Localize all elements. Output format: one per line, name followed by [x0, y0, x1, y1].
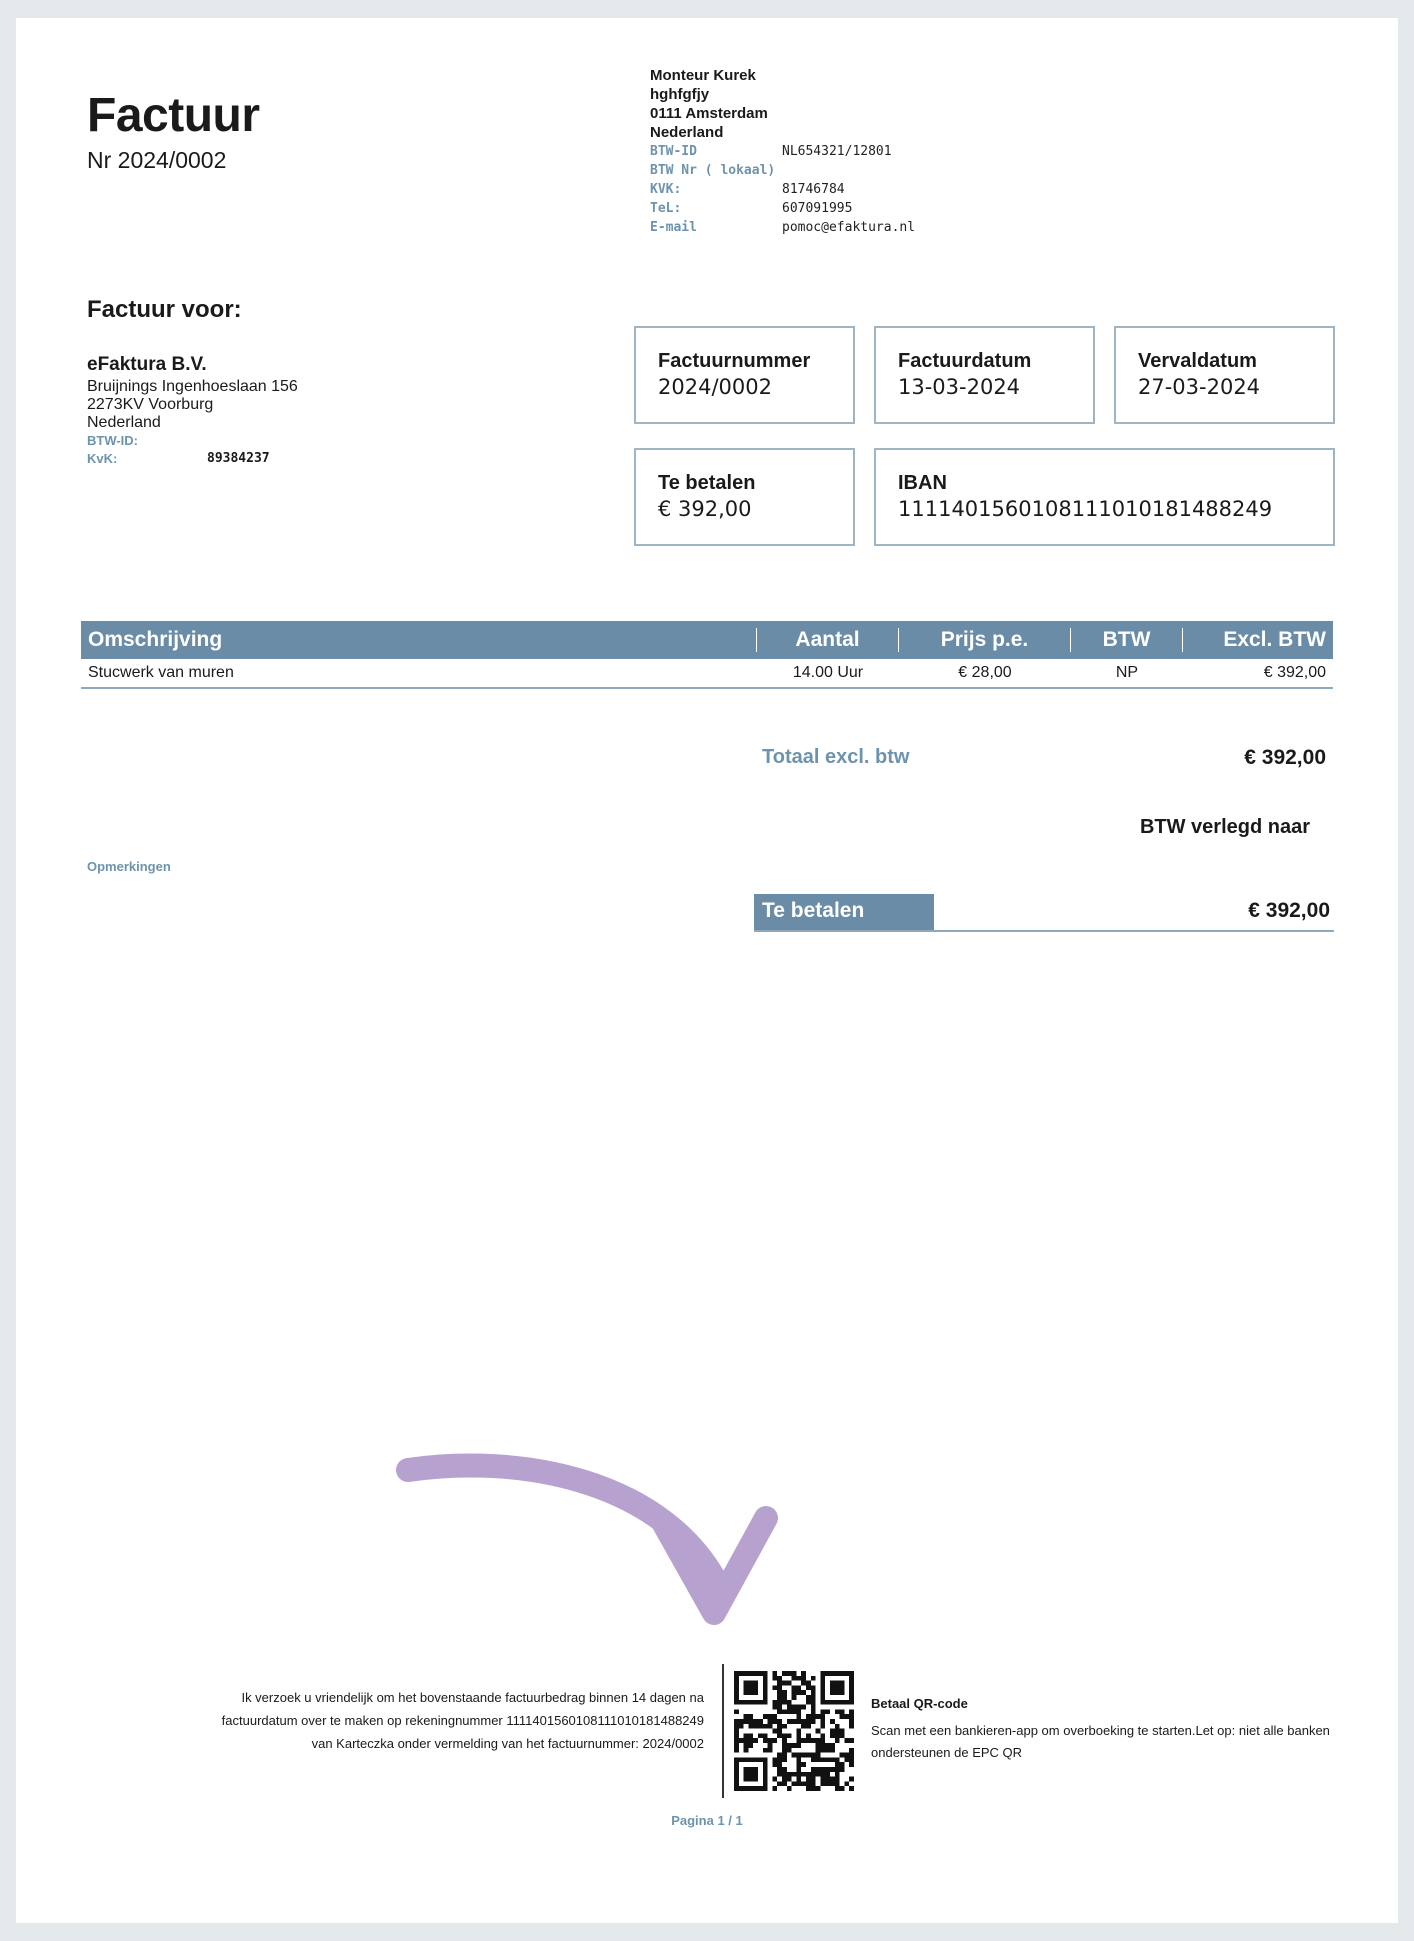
column-header: BTW: [1071, 628, 1183, 652]
buyer-kvk-value: 89384237: [207, 451, 270, 466]
row-amount: € 392,00: [1263, 664, 1326, 681]
column-header: Aantal: [757, 628, 899, 652]
payment-instructions: [116, 1686, 704, 1755]
column-header: Omschrijving: [81, 628, 757, 652]
remarks-label: Opmerkingen: [87, 859, 171, 874]
row-vat: NP: [1115, 664, 1139, 681]
seller-field: [650, 142, 915, 161]
invoice-title: Factuur: [87, 89, 260, 142]
seller-email[interactable]: pomoc@efaktura.nl: [782, 220, 916, 235]
column-header: Prijs p.e.: [899, 628, 1071, 652]
seller-name: Monteur Kurek: [650, 67, 756, 84]
invoice-date-box: [874, 326, 1095, 424]
box-label: Factuurdatum: [898, 350, 1032, 372]
amount-due-label: Te betalen: [754, 894, 934, 930]
seller-field-value: 607091995: [782, 201, 853, 216]
table-header: [81, 621, 1333, 659]
seller-field-label: BTW Nr ( lokaal): [650, 163, 776, 178]
page-number: Pagina 1 / 1: [671, 1813, 743, 1828]
seller-field: [650, 199, 915, 218]
table-row: [81, 659, 1333, 689]
row-unit-price: € 28,00: [958, 664, 1012, 681]
buyer-block: [87, 356, 298, 468]
total-excl-value: € 392,00: [1244, 746, 1326, 769]
box-label: Vervaldatum: [1138, 350, 1257, 372]
invoice-page: [16, 18, 1398, 1923]
qr-description: Scan met een bankieren-app om overboeking te starten.Let op: niet alle banken ondersteunen de EPC QR: [871, 1723, 1330, 1760]
box-value: 27-03-2024: [1138, 375, 1261, 399]
box-value: 13-03-2024: [898, 375, 1021, 399]
seller-line2: hghfgfjy: [650, 86, 710, 103]
vat-reverse-note: BTW verlegd naar: [1139, 816, 1310, 838]
box-label: Te betalen: [658, 472, 756, 494]
footer-divider: [722, 1664, 724, 1798]
box-label: IBAN: [898, 472, 947, 494]
row-quantity: 14.00 Uur: [792, 664, 864, 681]
seller-field-label: E-mail: [650, 220, 697, 235]
row-description: Stucwerk van muren: [88, 664, 234, 681]
seller-field-value: NL654321/12801: [782, 144, 892, 159]
box-value: 1111401560108111010181488249: [898, 497, 1273, 521]
box-value: 2024/0002: [658, 375, 772, 399]
seller-country: Nederland: [650, 124, 724, 141]
curved-arrow-icon: [396, 1448, 796, 1648]
buyer-kvk-row: [87, 450, 298, 468]
due-date-box: [1114, 326, 1335, 424]
seller-field-value: 81746784: [782, 182, 845, 197]
seller-field: [650, 218, 915, 237]
buyer-name: eFaktura B.V.: [87, 354, 207, 375]
amount-due-value: € 392,00: [1248, 899, 1330, 922]
amount-due-box: [634, 448, 855, 546]
seller-field: [650, 161, 915, 180]
box-label: Factuurnummer: [658, 350, 811, 372]
buyer-country: Nederland: [87, 414, 161, 431]
seller-field-label: TeL:: [650, 201, 682, 216]
buyer-btw-label: BTW-ID:: [87, 433, 138, 448]
payment-qr-code[interactable]: [734, 1671, 854, 1791]
line-items-table: [81, 621, 1333, 689]
buyer-kvk-label: KvK:: [87, 451, 118, 466]
seller-field: [650, 180, 915, 199]
instruction-line: Ik verzoek u vriendelijk om het bovenstaande factuurbedrag binnen 14 dagen na: [241, 1690, 704, 1705]
iban-box: [874, 448, 1335, 546]
seller-city: 0111 Amsterdam: [650, 105, 768, 122]
qr-title: Betaal QR-code: [871, 1696, 968, 1711]
invoice-number-box: [634, 326, 855, 424]
buyer-street: Bruijnings Ingenhoeslaan 156: [87, 378, 298, 395]
column-header: Excl. BTW: [1223, 628, 1326, 651]
buyer-heading: Factuur voor:: [87, 296, 242, 323]
instruction-line: van Karteczka onder vermelding van het factuurnummer: 2024/0002: [311, 1736, 704, 1751]
seller-field-label: BTW-ID: [650, 144, 697, 159]
box-value: € 392,00: [658, 497, 752, 521]
amount-due-row: [754, 894, 1334, 932]
seller-block: [650, 66, 915, 237]
invoice-number-line: Nr 2024/0002: [87, 147, 227, 173]
total-excl-label: Totaal excl. btw: [762, 746, 910, 768]
seller-field-label: KVK:: [650, 182, 682, 197]
instruction-line: factuurdatum over te maken op rekeningnummer 1111401560108111010181488249: [221, 1713, 704, 1728]
buyer-city: 2273KV Voorburg: [87, 396, 214, 413]
